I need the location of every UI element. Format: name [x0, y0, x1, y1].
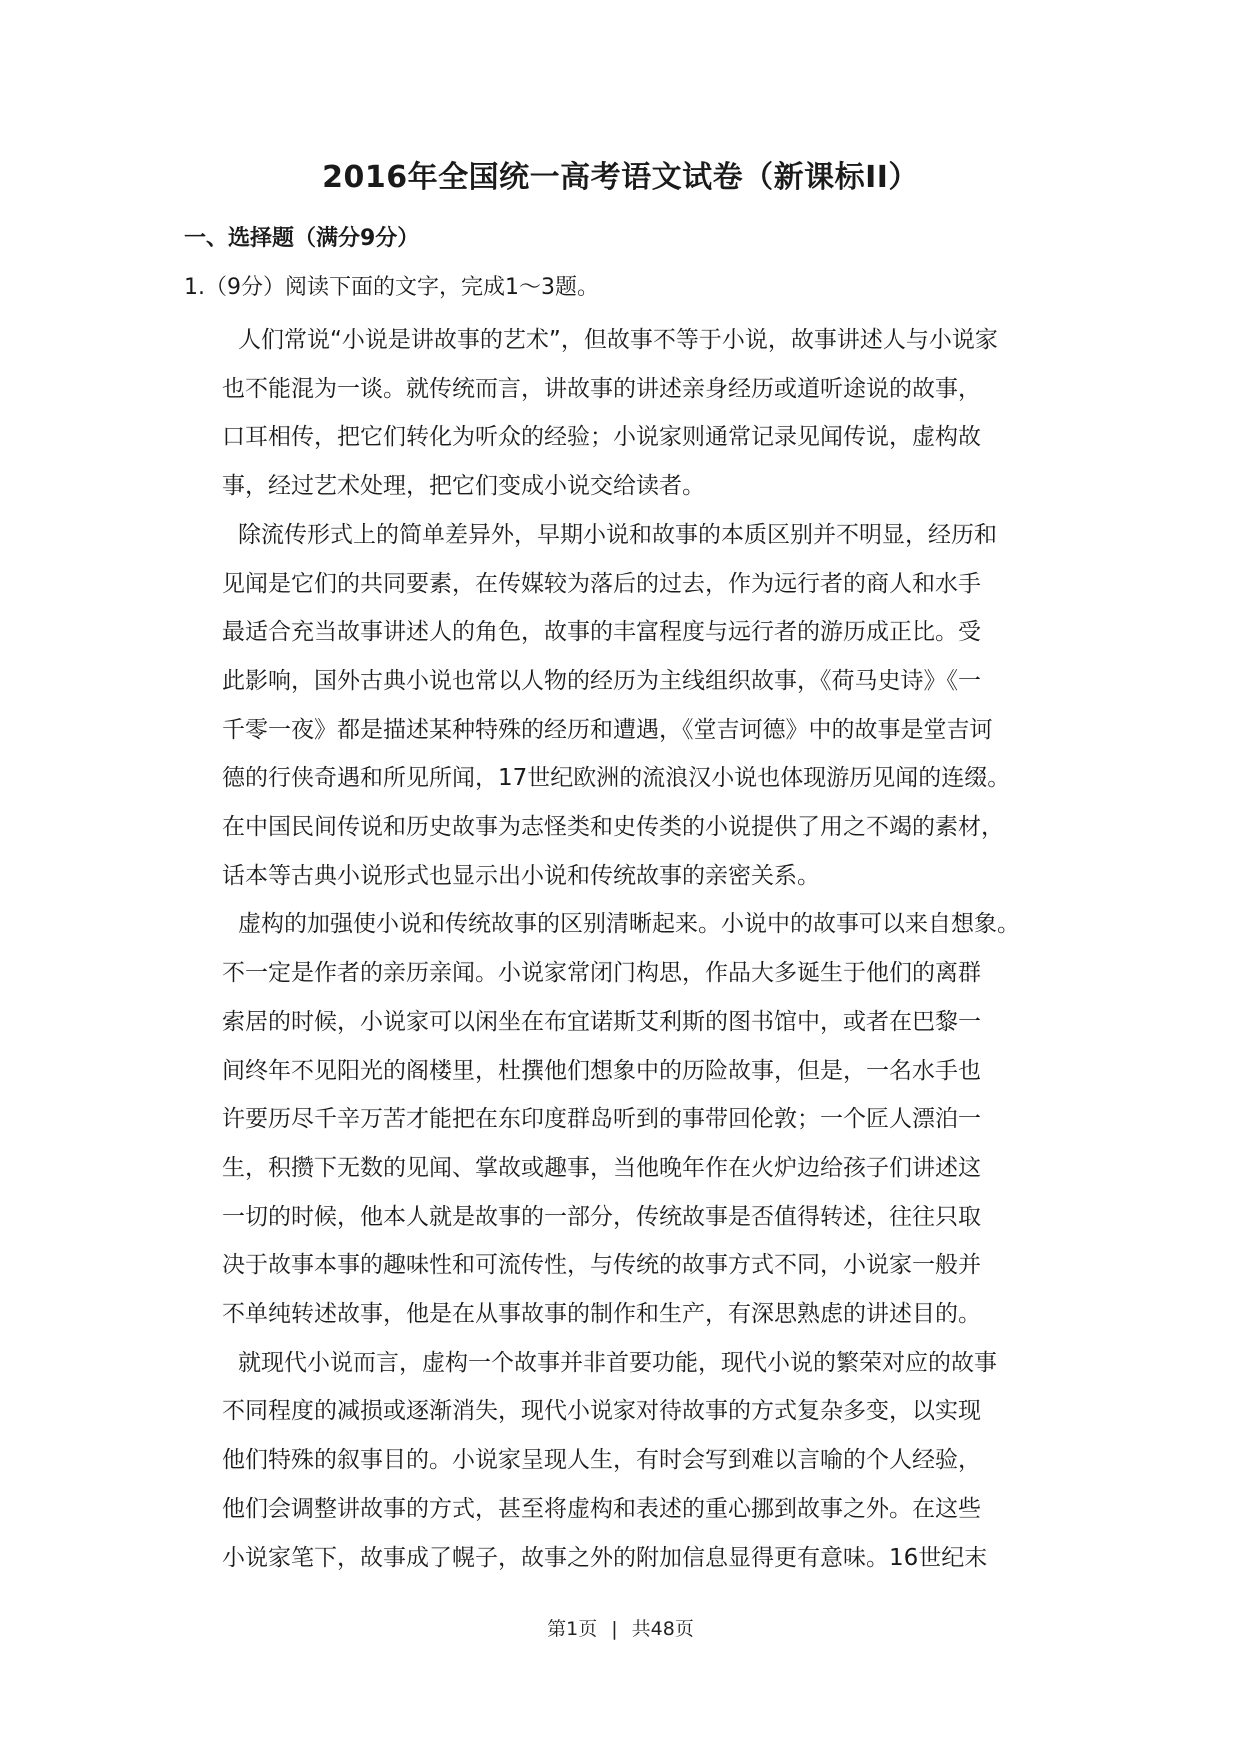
passage-line: 德的行侠奇遇和所见所闻，17世纪欧洲的流浪汉小说也体现游历见闻的连缀。 [222, 765, 1011, 792]
question-intro: 1.（9分）阅读下面的文字，完成1～3题。 [184, 275, 599, 300]
passage-line: 生，积攒下无数的见闻、掌故或趣事，当他晚年作在火炉边给孩子们讲述这 [222, 1154, 981, 1181]
passage-paragraph [222, 1339, 1058, 1583]
passage-line: 许要历尽千辛万苦才能把在东印度群岛听到的事带回伦敦；一个匠人漂泊一 [222, 1106, 981, 1133]
passage-line: 人们常说“小说是讲故事的艺术”，但故事不等于小说，故事讲述人与小说家 [238, 327, 998, 353]
passage-line: 他们特殊的叙事目的。小说家呈现人生，有时会写到难以言喻的个人经验， [222, 1447, 981, 1474]
passage-line: 事，经过艺术处理，把它们变成小说交给读者。 [222, 473, 705, 500]
page-number: 第1页 [547, 1618, 598, 1640]
passage-line: 虚构的加强使小说和传统故事的区别清晰起来。小说中的故事可以来自想象。 [238, 911, 1020, 938]
passage-line: 不同程度的减损或逐渐消失，现代小说家对待故事的方式复杂多变，以实现 [222, 1398, 981, 1425]
passage-line: 见闻是它们的共同要素，在传媒较为落后的过去，作为远行者的商人和水手 [222, 570, 981, 597]
passage-line: 决于故事本事的趣味性和可流传性，与传统的故事方式不同，小说家一般并 [222, 1252, 981, 1279]
passage-line: 不单纯转述故事，他是在从事故事的制作和生产，有深思熟虑的讲述目的。 [222, 1301, 981, 1328]
passage-paragraph [222, 316, 1058, 511]
passage-line: 就现代小说而言，虚构一个故事并非首要功能，现代小说的繁荣对应的故事 [238, 1349, 997, 1376]
page-total: 共48页 [631, 1618, 694, 1640]
footer-separator: | [611, 1618, 618, 1640]
passage-line: 小说家笔下，故事成了幌子，故事之外的附加信息显得更有意味。16世纪末 [222, 1544, 988, 1571]
page-footer [0, 1616, 1241, 1642]
passage-line: 索居的时候，小说家可以闲坐在布宜诺斯艾利斯的图书馆中，或者在巴黎一 [222, 1008, 981, 1035]
passage-line: 话本等古典小说形式也显示出小说和传统故事的亲密关系。 [222, 862, 820, 889]
reading-passage [222, 316, 1058, 1582]
passage-line: 在中国民间传说和历史故事为志怪类和史传类的小说提供了用之不竭的素材， [222, 814, 1004, 841]
passage-line: 最适合充当故事讲述人的角色，故事的丰富程度与远行者的游历成正比。受 [222, 619, 981, 646]
passage-line: 不一定是作者的亲历亲闻。小说家常闭门构思，作品大多诞生于他们的离群 [222, 960, 981, 987]
passage-line: 他们会调整讲故事的方式，甚至将虚构和表述的重心挪到故事之外。在这些 [222, 1495, 981, 1522]
section-heading: 一、选择题（满分9分） [184, 226, 420, 251]
passage-line: 此影响，国外古典小说也常以人物的经历为主线组织故事，《荷马史诗》《一 [222, 667, 981, 694]
passage-paragraph [222, 511, 1058, 901]
passage-line: 千零一夜》都是描述某种特殊的经历和遭遇，《堂吉诃德》中的故事是堂吉诃 [222, 716, 993, 743]
passage-line: 也不能混为一谈。就传统而言，讲故事的讲述亲身经历或道听途说的故事， [222, 375, 981, 402]
passage-line: 口耳相传，把它们转化为听众的经验；小说家则通常记录见闻传说，虚构故 [222, 424, 981, 451]
passage-line: 除流传形式上的简单差异外，早期小说和故事的本质区别并不明显，经历和 [238, 521, 997, 548]
passage-line: 间终年不见阳光的阁楼里，杜撰他们想象中的历险故事，但是，一名水手也 [222, 1057, 981, 1084]
document-title: 2016年全国统一高考语文试卷（新课标II） [322, 160, 919, 195]
passage-line: 一切的时候，他本人就是故事的一部分，传统故事是否值得转述，往往只取 [222, 1203, 981, 1230]
passage-paragraph [222, 900, 1058, 1338]
